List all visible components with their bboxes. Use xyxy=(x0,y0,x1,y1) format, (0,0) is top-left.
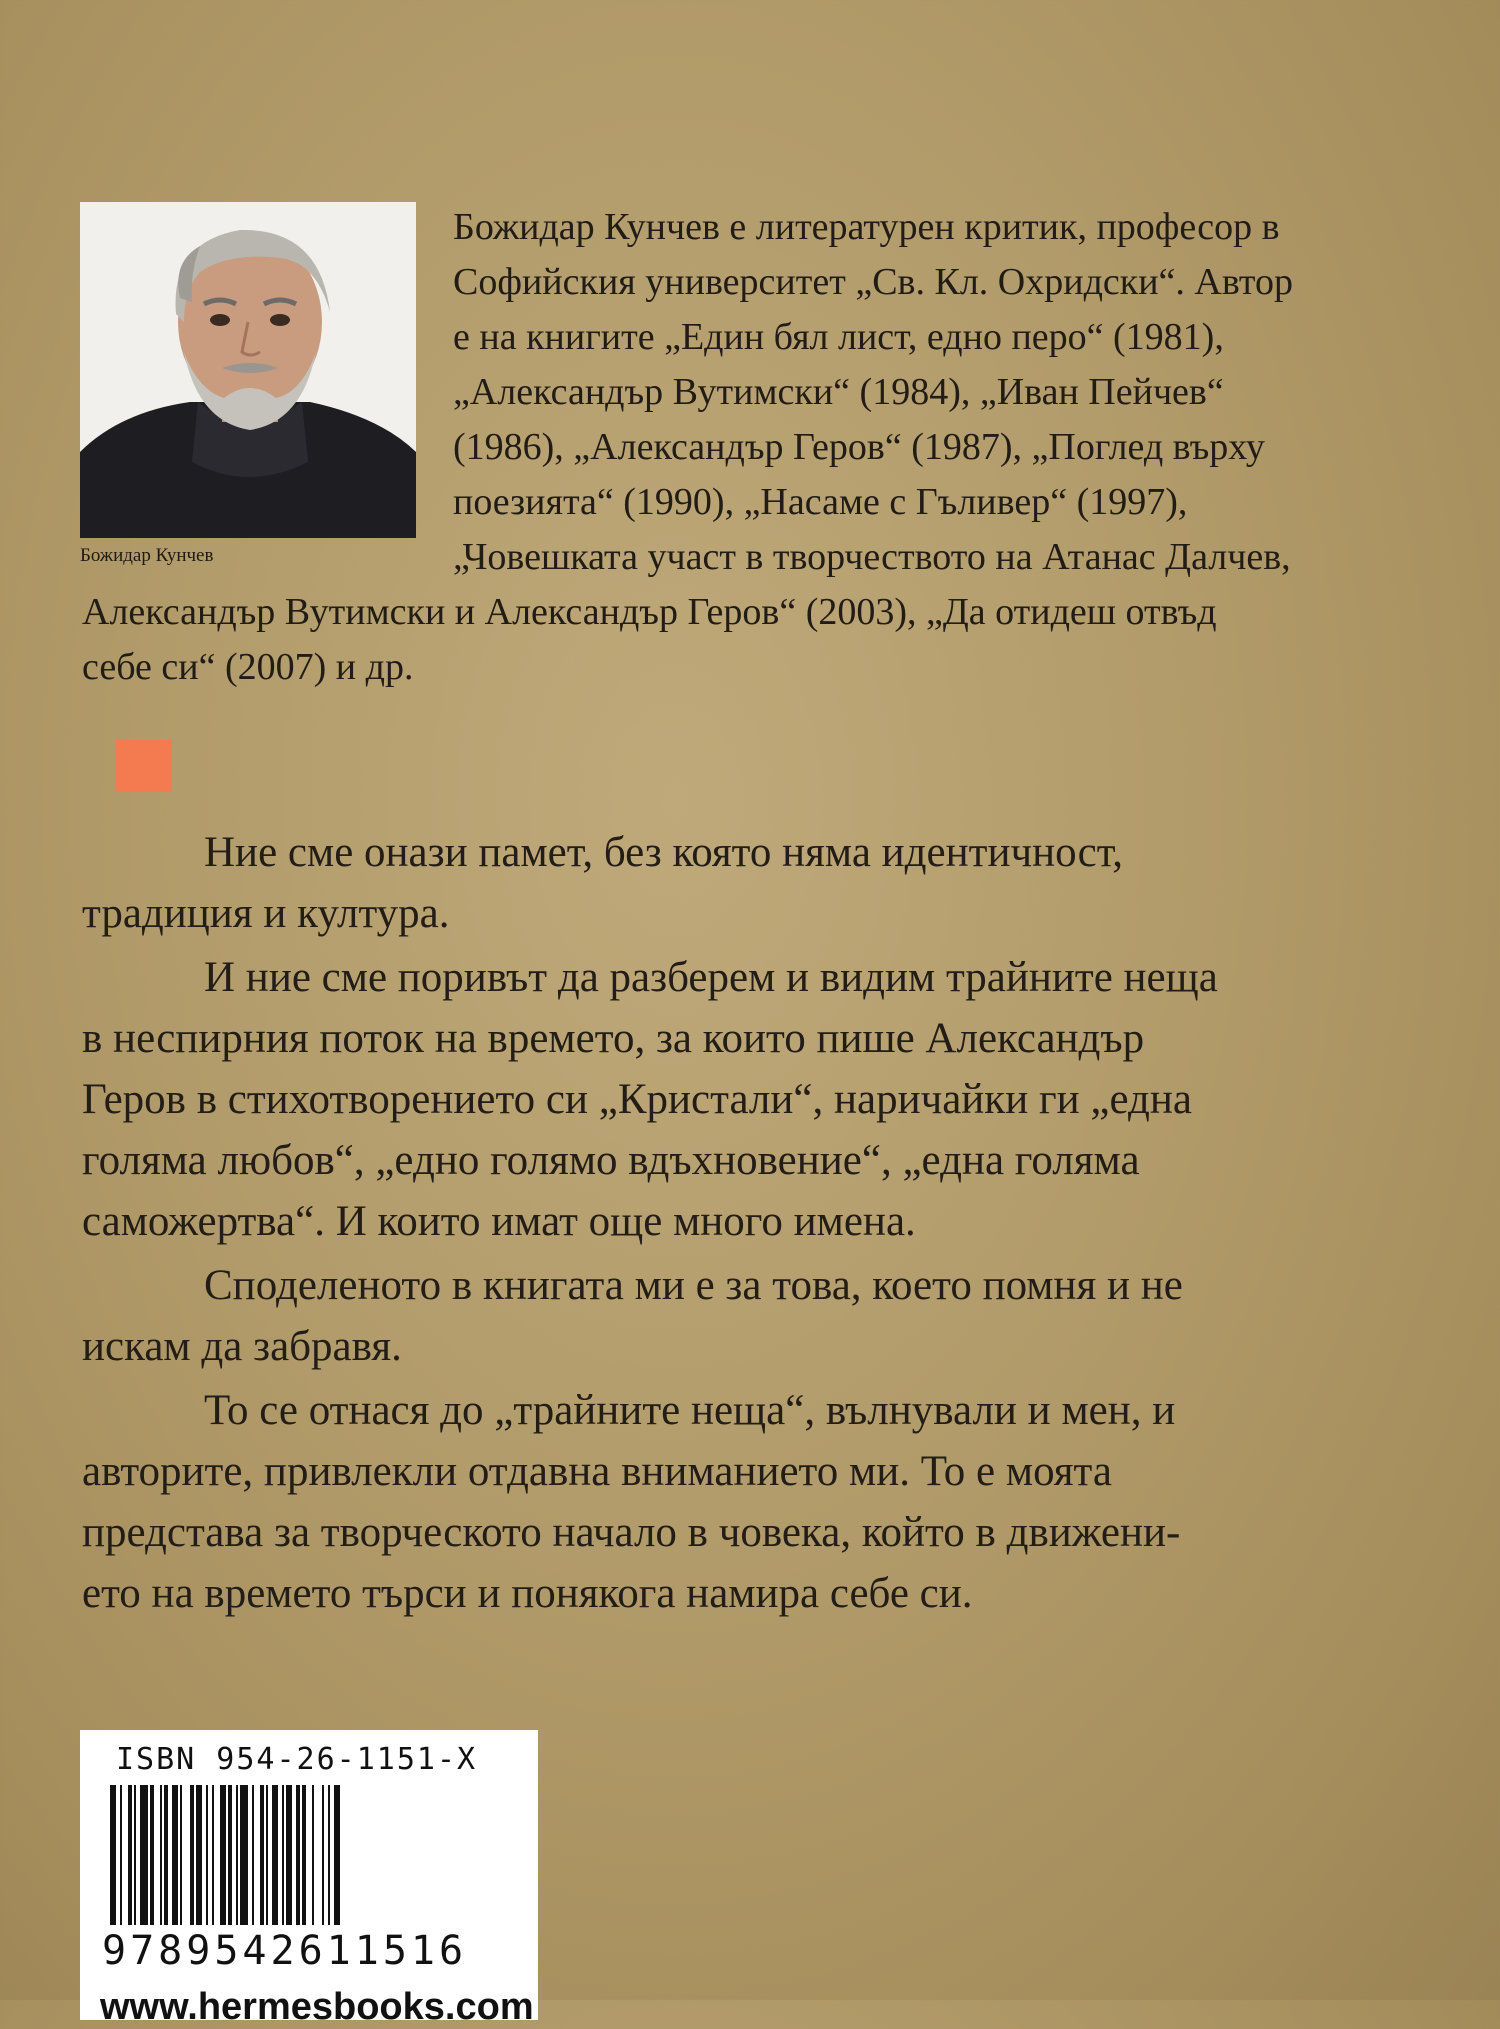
barcode-bar xyxy=(128,1785,132,1925)
barcode-bar xyxy=(252,1785,254,1925)
blurb-paragraph xyxy=(82,822,1448,944)
barcode-bar xyxy=(134,1785,136,1925)
isbn-barcode-label xyxy=(80,1730,538,2028)
bio-line: себе си“ (2007) и др. xyxy=(82,646,414,688)
blurb-paragraph xyxy=(82,1255,1448,1377)
barcode-bar xyxy=(328,1785,330,1925)
barcode-bar xyxy=(296,1785,300,1925)
accent-square xyxy=(116,740,172,792)
blurb-line: голяма любов“, „едно голямо вдъхновение“, „една голяма xyxy=(82,1137,1140,1184)
blurb-line: Геров в стихотворението си „Кристали“, наричайки ги „една xyxy=(82,1076,1192,1123)
barcode-bar xyxy=(312,1785,314,1925)
book-blurb xyxy=(82,822,1448,1627)
barcode-bar xyxy=(302,1785,306,1925)
bio-line: Софийския университет „Св. Кл. Охридски“. Автор xyxy=(453,261,1293,303)
blurb-line: искам да забравя. xyxy=(82,1323,402,1370)
barcode-bar xyxy=(110,1785,116,1925)
barcode-bar xyxy=(266,1785,268,1925)
barcode-bar xyxy=(322,1785,324,1925)
blurb-line: ето на времето търси и понякога намира себе си. xyxy=(82,1570,973,1617)
blurb-line: традиция и култура. xyxy=(82,890,450,937)
bio-line: поезията“ (1990), „Насаме с Гъливер“ (1997), xyxy=(453,481,1188,523)
barcode-bar xyxy=(236,1785,238,1925)
barcode-bar xyxy=(150,1785,154,1925)
barcode-bar xyxy=(164,1785,168,1925)
blurb-line: авторите, привлекли отдавна вниманието ми. То е моята xyxy=(82,1448,1112,1495)
blurb-line: в неспирния поток на времето, за които пише Александър xyxy=(82,1015,1145,1062)
barcode-bar xyxy=(334,1785,340,1925)
barcode-bar xyxy=(180,1785,182,1925)
blurb-line: саможертва“. И които имат още много имена. xyxy=(82,1198,916,1245)
photo-caption: Божидар Кунчев xyxy=(80,545,214,566)
bio-line: Александър Вутимски и Александър Геров“ (2003), „Да отидеш отвъд xyxy=(82,591,1217,633)
blurb-paragraph xyxy=(82,947,1448,1252)
barcode-bar xyxy=(260,1785,264,1925)
barcode-bar xyxy=(282,1785,284,1925)
ean-number: 9789542611516 xyxy=(102,1928,468,1974)
barcode-bar xyxy=(272,1785,278,1925)
bio-line: (1986), „Александър Геров“ (1987), „Поглед върху xyxy=(453,426,1265,468)
blurb-line: И ние сме поривът да разберем и видим трайните неща xyxy=(204,954,1218,1001)
barcode-bar xyxy=(206,1785,208,1925)
barcode-bar xyxy=(160,1785,162,1925)
barcode-bar xyxy=(240,1785,248,1925)
barcode-bar xyxy=(140,1785,148,1925)
isbn-number: ISBN 954-26-1151-X xyxy=(116,1742,478,1777)
barcode-bar xyxy=(190,1785,194,1925)
blurb-line: Споделеното в книгата ми е за това, което помня и не xyxy=(204,1262,1183,1309)
bio-line: „Александър Вутимски“ (1984), „Иван Пейчев“ xyxy=(453,371,1224,413)
barcode-bars xyxy=(110,1785,510,1925)
blurb-paragraph xyxy=(82,1380,1448,1624)
publisher-website: www.hermesbooks.com xyxy=(100,1986,534,2028)
barcode-bar xyxy=(196,1785,202,1925)
barcode-bar xyxy=(228,1785,232,1925)
barcode-bar xyxy=(120,1785,122,1925)
bio-line: Божидар Кунчев е литературен критик, професор в xyxy=(453,206,1280,248)
barcode-bar xyxy=(212,1785,214,1925)
blurb-line: представа за творческото начало в човека, който в движени- xyxy=(82,1509,1181,1556)
barcode-bar xyxy=(220,1785,226,1925)
author-bio xyxy=(82,200,1448,695)
blurb-line: То се отнася до „трайните неща“, вълнували и мен, и xyxy=(204,1387,1176,1434)
blurb-line: Ние сме онази памет, без която няма идентичност, xyxy=(204,829,1124,876)
barcode-bar xyxy=(172,1785,178,1925)
bio-line: „Човешката участ в творчеството на Атанас Далчев, xyxy=(453,536,1291,578)
bio-line: е на книгите „Един бял лист, едно перо“ (1981), xyxy=(453,316,1224,358)
barcode-bar xyxy=(286,1785,292,1925)
